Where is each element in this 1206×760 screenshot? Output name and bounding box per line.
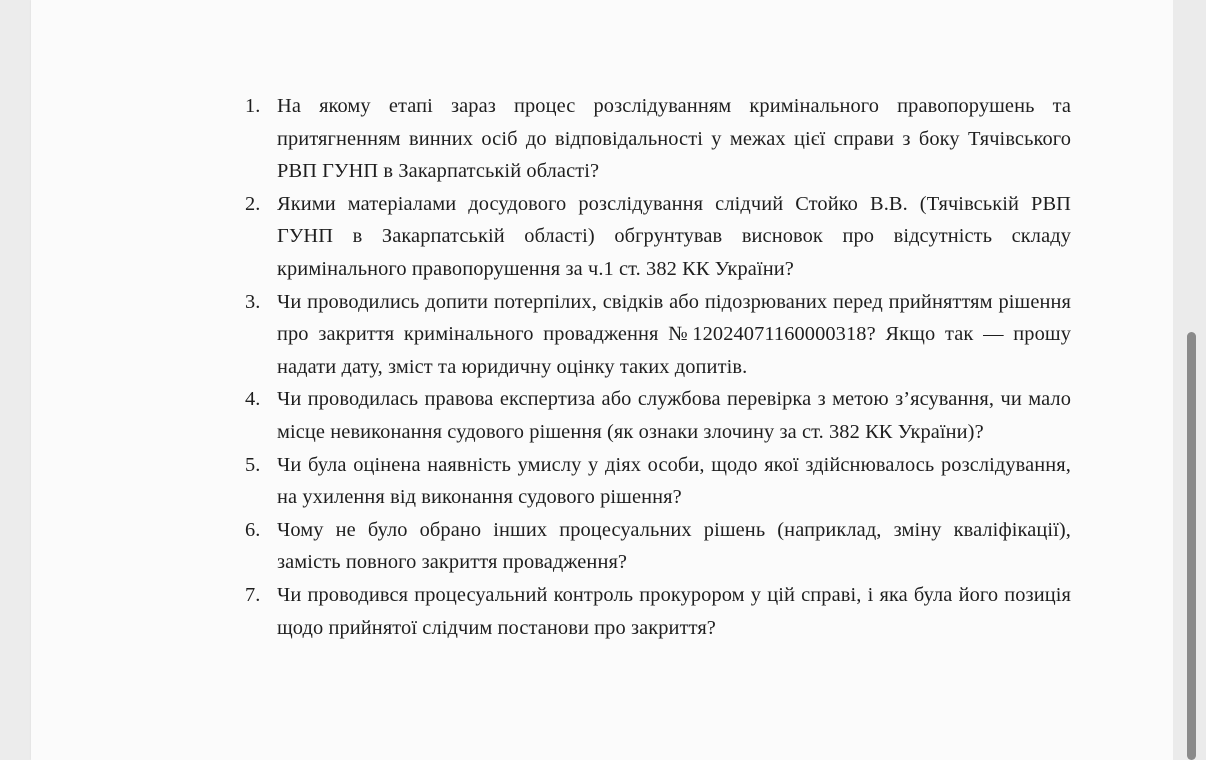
list-item-text: На якому етапі зараз процес розслідуванням кримінального правопорушень та притягненням винних осіб до відповідальності у межах цієї справи з боку Тячівського РВП ГУНП в Закарпатській області? [277, 95, 1071, 183]
list-item-text: Чи проводився процесуальний контроль прокурором у цій справі, і яка була його позиція щодо прийнятої слідчим постанови про закриття? [277, 583, 1071, 639]
list-item-number: 3. [245, 290, 261, 313]
list-item-text: Чому не було обрано інших процесуальних рішень (наприклад, зміну кваліфікації), замість повного закриття провадження? [277, 518, 1071, 574]
list-item [245, 383, 1071, 448]
list-item-number: 1. [245, 95, 261, 117]
scrollbar-thumb[interactable] [1187, 332, 1196, 760]
question-list [245, 90, 1071, 644]
list-item-text: Чи проводились допити потерпілих, свідків або підозрюваних перед прийняттям рішення про закриття кримінального провадження №12024071160000318? Якщо так — прошу надати дату, зміст та юридичну оцінку таких допитів. [277, 290, 1071, 378]
list-item-number: 4. [245, 388, 261, 411]
list-item-number: 2. [245, 192, 261, 215]
list-item-number: 5. [245, 453, 261, 476]
list-item [245, 90, 1071, 188]
list-item-number: 6. [245, 518, 261, 541]
list-item-number: 7. [245, 583, 261, 606]
list-item [245, 579, 1071, 644]
list-item [245, 514, 1071, 579]
document-page [31, 0, 1173, 760]
list-item-text: Якими матеріалами досудового розслідування слідчий Стойко В.В. (Тячівській РВП ГУНП в Закарпатській області) обгрунтував висновок про відсутність складу кримінального правопорушення за ч.1 ст. 382 КК України? [277, 192, 1071, 280]
list-item [245, 449, 1071, 514]
list-item-text: Чи була оцінена наявність умислу у діях особи, щодо якої здійснювалось розслідування, на ухилення від виконання судового рішення? [277, 453, 1071, 509]
list-item-text: Чи проводилась правова експертиза або службова перевірка з метою з’ясування, чи мало місце невиконання судового рішення (як ознаки злочину за ст. 382 КК України)? [277, 388, 1071, 443]
list-item [245, 286, 1071, 384]
list-item [245, 188, 1071, 286]
